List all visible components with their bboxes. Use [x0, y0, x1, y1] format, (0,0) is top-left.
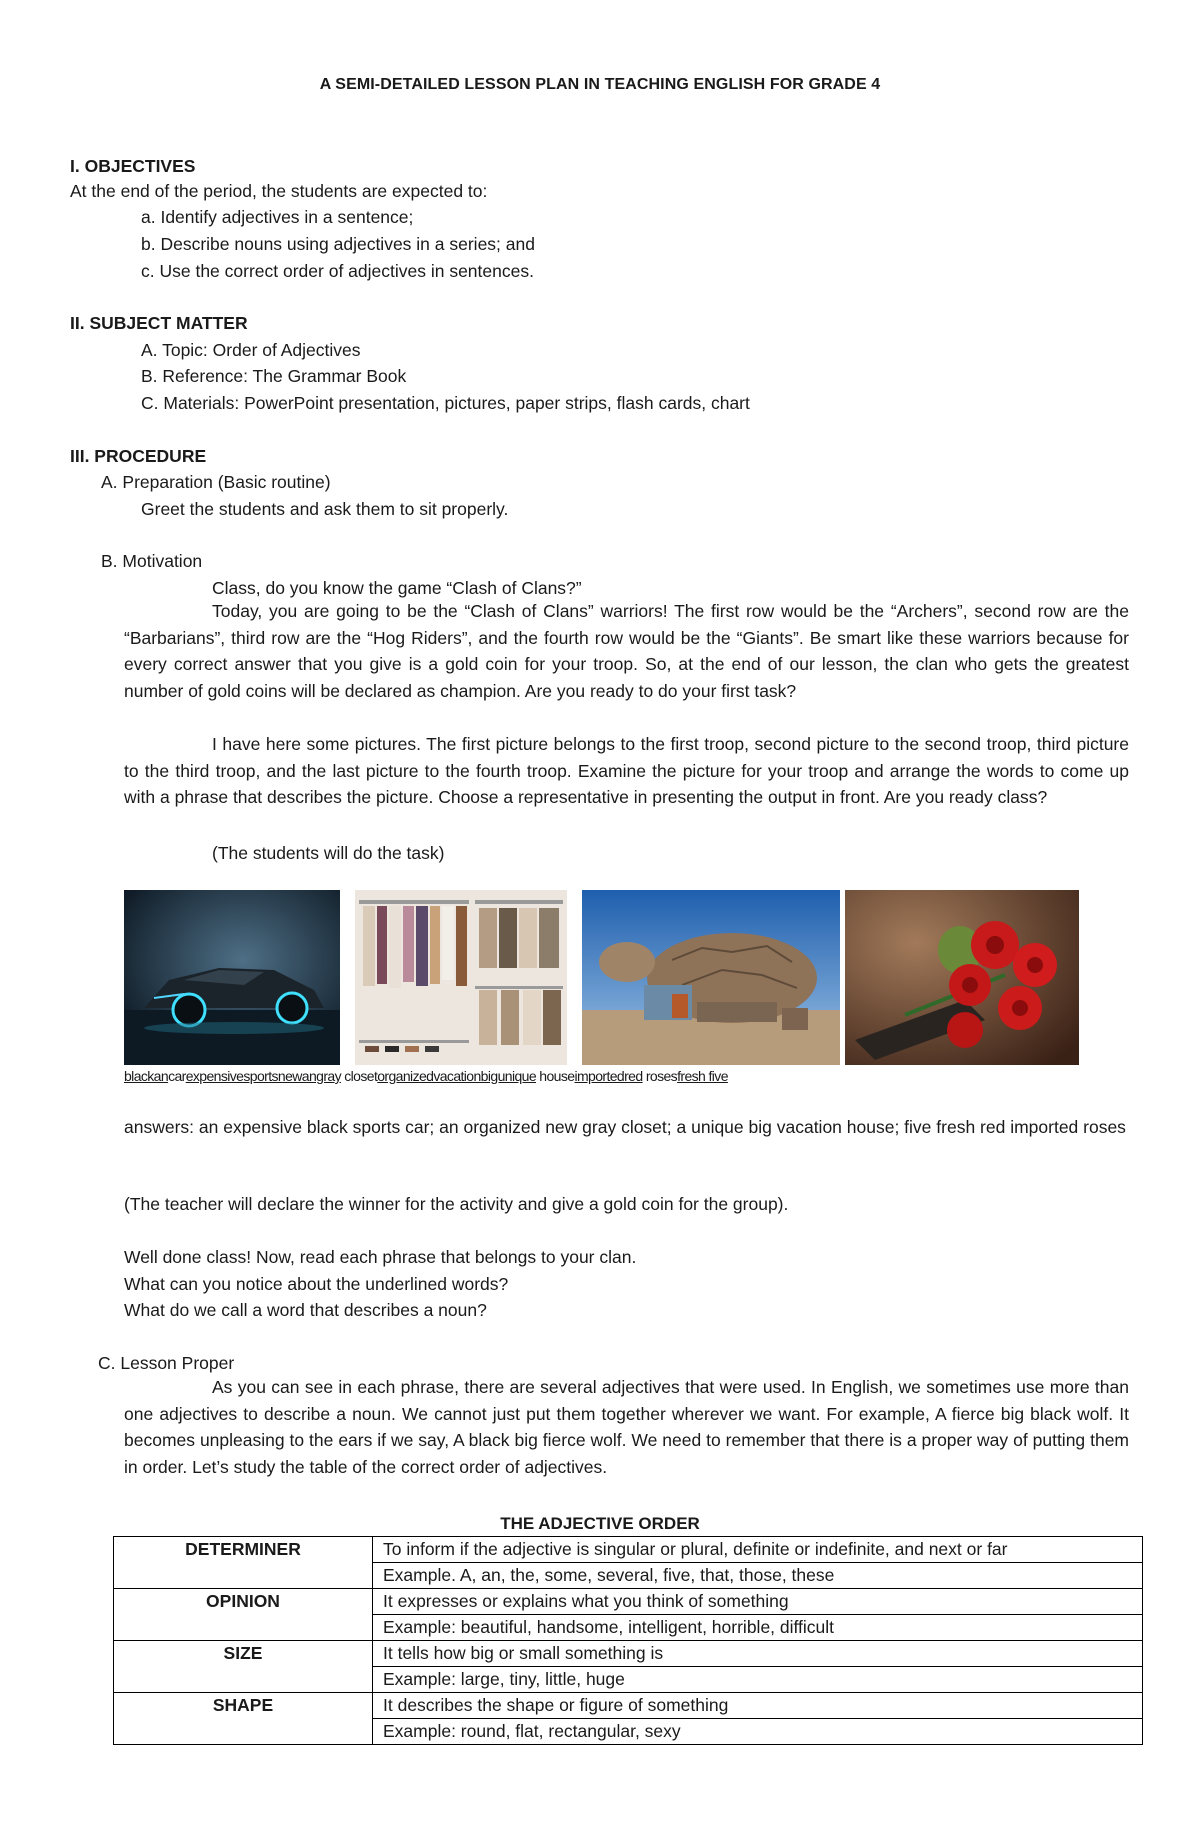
definition-cell: It tells how big or small something is — [373, 1641, 1143, 1667]
table-row — [114, 1693, 1143, 1719]
subject-item: C. Materials: PowerPoint presentation, pictures, paper strips, flash cards, chart — [141, 393, 750, 413]
motivation-heading: B. Motivation — [101, 551, 203, 571]
closet-image — [355, 890, 567, 1065]
example-cell: Example. A, an, the, some, several, five, that, those, these — [373, 1563, 1143, 1589]
subject-matter-heading: II. SUBJECT MATTER — [70, 313, 248, 333]
question-line: What do we call a word that describes a noun? — [124, 1300, 487, 1320]
objective-item: a. Identify adjectives in a sentence; — [141, 207, 414, 227]
category-cell: SIZE — [114, 1641, 373, 1693]
objective-item: b. Describe nouns using adjectives in a series; and — [141, 234, 535, 254]
table-row — [114, 1537, 1143, 1563]
procedure-heading: III. PROCEDURE — [70, 446, 207, 466]
definition-cell: To inform if the adjective is singular or plural, definite or indefinite, and next or far — [373, 1537, 1143, 1563]
objectives-intro: At the end of the period, the students are expected to: — [70, 181, 488, 201]
preparation-heading: A. Preparation (Basic routine) — [101, 472, 331, 492]
answers-paragraph: answers: an expensive black sports car; an organized new gray closet; a unique big vacation house; five fresh red imported roses — [124, 1117, 1126, 1137]
red-roses-photo — [845, 890, 1079, 1065]
sports-car-photo — [124, 890, 340, 1065]
subject-item: A. Topic: Order of Adjectives — [141, 340, 361, 360]
table-row — [114, 1641, 1143, 1667]
page-title: A SEMI-DETAILED LESSON PLAN IN TEACHING ENGLISH FOR GRADE 4 — [319, 76, 881, 93]
example-cell: Example: beautiful, handsome, intelligent, horrible, difficult — [373, 1615, 1143, 1641]
example-cell: Example: round, flat, rectangular, sexy — [373, 1719, 1143, 1745]
roses-image — [845, 890, 1079, 1065]
category-cell: OPINION — [114, 1589, 373, 1641]
question-line: What can you notice about the underlined words? — [124, 1274, 509, 1294]
definition-cell: It expresses or explains what you think of something — [373, 1589, 1143, 1615]
adjective-table-title: THE ADJECTIVE ORDER — [500, 1514, 700, 1533]
category-cell: SHAPE — [114, 1693, 373, 1745]
lesson-proper-paragraph: As you can see in each phrase, there are several adjectives that were used. In English, we sometimes use more than one adjectives to describe a noun. We cannot just put them together wherever we want. For example, A fierce big black wolf. It becomes unpleasing to the ears if we say, A black big fierce wolf. We need to remember that there is a proper way of putting them in order. Let’s study the table of the correct order of adjectives. — [124, 1377, 1129, 1477]
adjective-order-table — [113, 1536, 1143, 1745]
picture-word-strip: blackancarexpensivesportsnewangray closetorganizedvacationbigunique houseimportedred rosesfresh five — [124, 1068, 728, 1084]
pictures-instruction-paragraph: I have here some pictures. The first picture belongs to the first troop, second picture to the second troop, third picture to the third troop, and the last picture to the fourth troop. Examine the picture for your troop and arrange the words to come up with a phrase that describes the picture. Choose a representative in presenting the output in front. Are you ready class? — [124, 734, 1129, 807]
turtle-house-photo — [582, 890, 840, 1065]
objectives-heading: I. OBJECTIVES — [70, 156, 196, 176]
motivation-question: Class, do you know the game “Clash of Clans?” — [212, 578, 582, 598]
motivation-paragraph: Today, you are going to be the “Clash of Clans” warriors! The first row would be the “Archers”, second row are the “Barbarians”, third row are the “Hog Riders”, and the fourth row would be the “Giants”. Be smart like these warriors because for every correct answer that you give is a gold coin for your troop. So, at the end of our lesson, the clan who gets the greatest number of gold coins will be declared as champion. Are you ready to do your first task? — [124, 601, 1129, 701]
question-line: Well done class! Now, read each phrase that belongs to your clan. — [124, 1247, 637, 1267]
preparation-text: Greet the students and ask them to sit properly. — [141, 499, 509, 519]
winner-note: (The teacher will declare the winner for the activity and give a gold coin for the group). — [124, 1194, 789, 1214]
closet-photo — [355, 890, 567, 1065]
students-task-note: (The students will do the task) — [212, 843, 445, 863]
objective-item: c. Use the correct order of adjectives in sentences. — [141, 261, 534, 281]
turtle-house-image — [582, 890, 840, 1065]
category-cell: DETERMINER — [114, 1537, 373, 1589]
subject-item: B. Reference: The Grammar Book — [141, 366, 407, 386]
table-row — [114, 1589, 1143, 1615]
lesson-proper-heading: C. Lesson Proper — [98, 1353, 235, 1373]
definition-cell: It describes the shape or figure of something — [373, 1693, 1143, 1719]
example-cell: Example: large, tiny, little, huge — [373, 1667, 1143, 1693]
car-image — [124, 890, 340, 1065]
